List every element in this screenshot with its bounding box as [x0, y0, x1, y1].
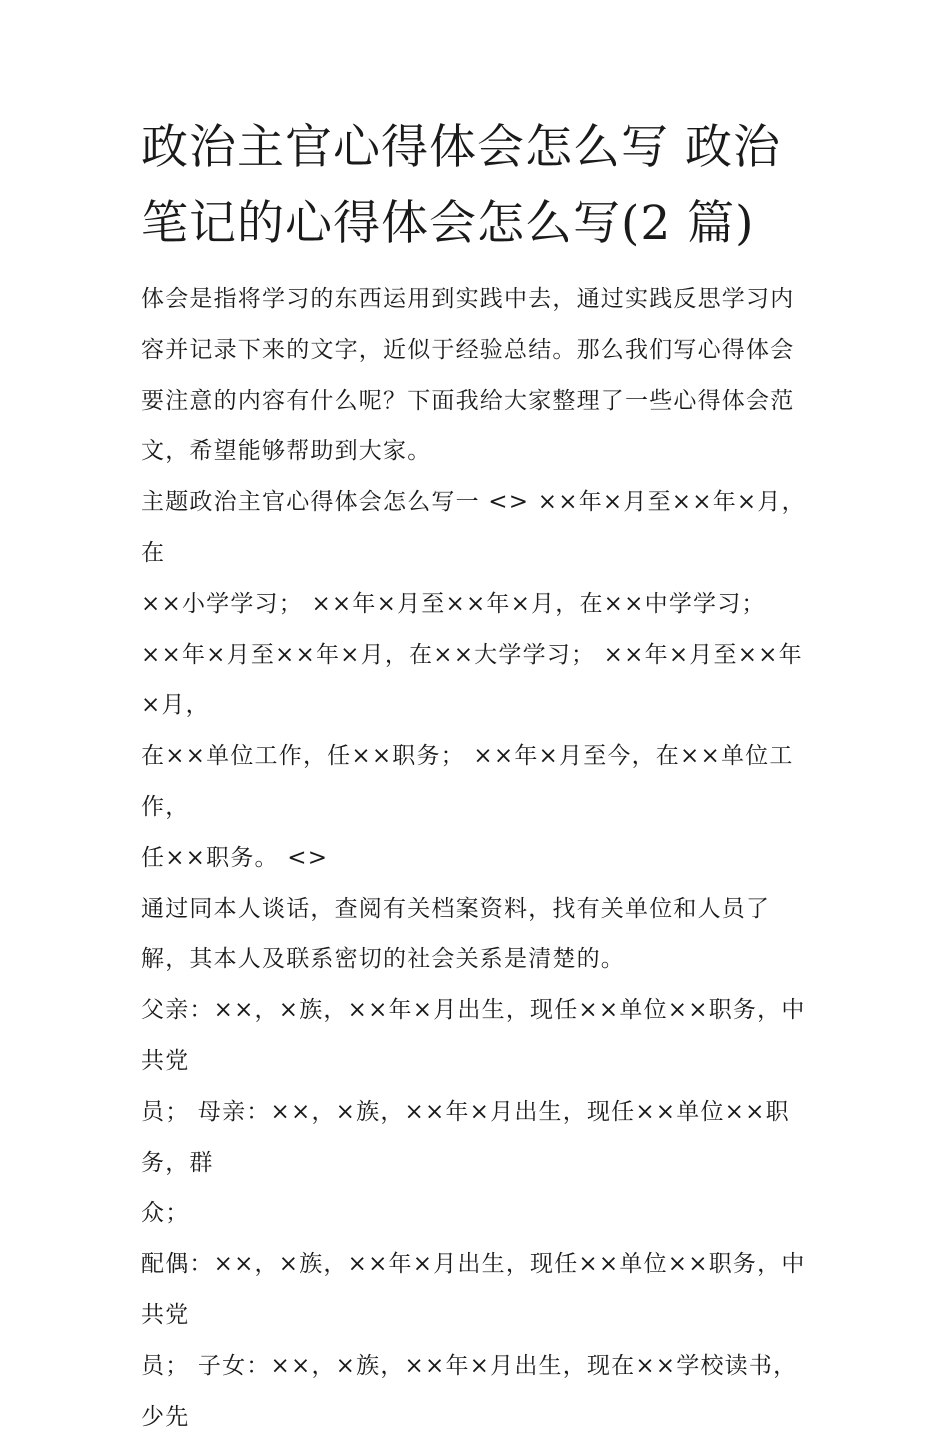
text-line: 在××单位工作，任××职务； ××年×月至今，在××单位工作， — [141, 743, 794, 820]
paragraph-parents — [141, 985, 813, 1239]
title-line-1: 政治主官心得体会怎么写 政治 — [141, 120, 781, 175]
text-line: 员； 子女：××，×族，××年×月出生，现在××学校读书，少先 — [141, 1352, 798, 1430]
text-line: 文，希望能够帮助到大家。 — [141, 438, 432, 465]
paragraph-spouse-children — [141, 1239, 813, 1442]
text-line: 要注意的内容有什么呢？下面我给大家整理了一些心得体会范 — [141, 387, 795, 414]
text-line: 通过同本人谈话，查阅有关档案资料，找有关单位和人员了 — [141, 895, 771, 922]
text-line: ××小学学习； ××年×月至××年×月，在××中学学习； — [141, 590, 766, 617]
paragraph-verification — [141, 884, 813, 986]
text-line: 配偶：××，×族，××年×月出生，现任××单位××职务，中共党 — [141, 1251, 806, 1328]
text-line: 众； — [141, 1200, 190, 1227]
text-line: 任××职务。 <> — [141, 844, 329, 871]
text-line: 容并记录下来的文字，近似于经验总结。那么我们写心得体会 — [141, 336, 795, 363]
paragraph-intro — [141, 274, 813, 477]
text-line: ××年×月至××年×月，在××大学学习； ××年×月至××年×月， — [141, 641, 803, 719]
title-line-2: 笔记的心得体会怎么写(2 篇) — [141, 196, 755, 251]
text-line: 解，其本人及联系密切的社会关系是清楚的。 — [141, 946, 625, 973]
text-line: 体会是指将学习的东西运用到实践中去，通过实践反思学习内 — [141, 286, 795, 312]
document-title — [141, 110, 813, 262]
text-line: 父亲：××，×族，××年×月出生，现任××单位××职务，中共党 — [141, 997, 806, 1074]
document-content — [141, 110, 813, 1442]
document-body — [141, 274, 813, 1442]
paragraph-resume — [141, 477, 813, 883]
text-line: 主题政治主官心得体会怎么写一 <> ××年×月至××年×月，在 — [141, 489, 806, 566]
text-line: 员； 母亲：××，×族，××年×月出生，现任××单位××职务，群 — [141, 1098, 790, 1176]
